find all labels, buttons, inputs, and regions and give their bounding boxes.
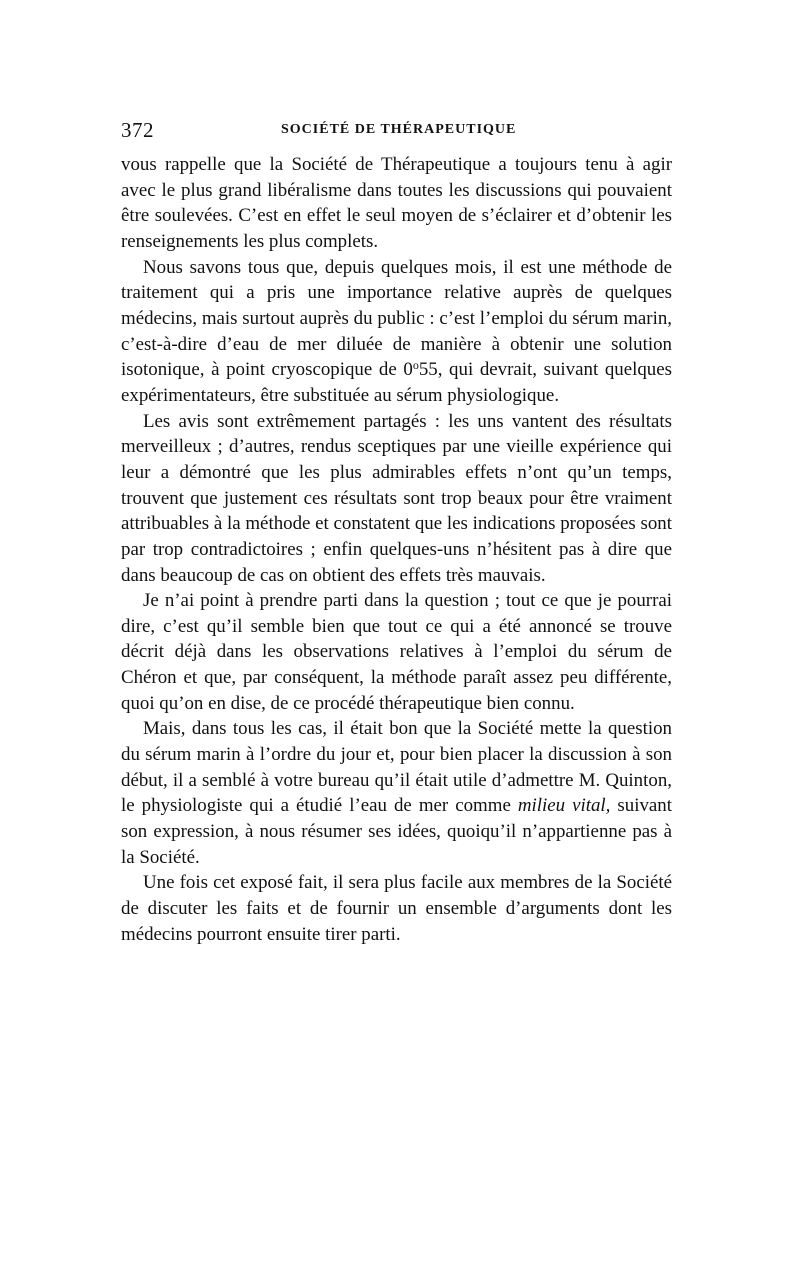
paragraph-text: Mais, dans tous les cas, il était bon que la Société mette la question du sérum marin à l’ordre du jour et, pour bien placer la discussion à son début, il a semblé à votre bureau qu’il était utile d’admettre M. Quinton, le physiologiste qui a étudié l’eau de mer comme [121, 718, 672, 817]
running-head [121, 118, 671, 144]
running-title: SOCIÉTÉ DE THÉRAPEUTIQUE [281, 122, 517, 137]
degree-superscript: o [412, 358, 419, 373]
paragraph-text: 55, qui devrait, suivant quelques expérimentateurs, être substituée au sérum physiologique. [121, 359, 672, 406]
paragraph-text: Nous savons tous que, depuis quelques mois, il est une méthode de traitement qui a pris une importance relative auprès de quelques médecins, mais surtout auprès du public : c’est l’emploi du sérum marin, c’est-à-dire d’eau de mer diluée de manière à obtenir une solution isotonique, à point cryoscopique de 0 [121, 256, 672, 381]
body-text [121, 152, 672, 947]
paragraph-conclusion: Une fois cet exposé fait, il sera plus facile aux membres de la Société de discuter les faits et de fournir un ensemble d’arguments dont les médecins pourront ensuite tirer parti. [121, 872, 672, 945]
page-number: 372 [121, 118, 154, 142]
paragraph-continued: vous rappelle que la Société de Thérapeutique a toujours tenu à agir avec le plus grand libéralisme dans toutes les discussions qui pouvaient être soulevées. C’est en effet le seul moyen de s’éclairer et d’obtenir les renseignements les plus complets. [121, 154, 672, 252]
paragraph-text: suivant son expression, à nous résumer ses idées, quoiqu’il n’appartienne pas à la Société. [121, 795, 673, 868]
paragraph-serum-marin [121, 255, 672, 409]
paragraph-quinton [121, 716, 672, 870]
paragraph-prendre-parti: Je n’ai point à prendre parti dans la question ; tout ce que je pourrai dire, c’est qu’il semble bien que tout ce qui a été annoncé se trouve décrit déjà dans les observations relatives à l’emploi du sérum de Chéron et que, par conséquent, la méthode paraît assez peu différente, quoi qu’on en dise, de ce procédé thérapeutique bien connu. [121, 590, 672, 714]
italic-phrase: milieu vital, [517, 795, 611, 817]
paragraph-avis-partages: Les avis sont extrêmement partagés : les uns vantent des résultats merveilleux ; d’autres, rendus sceptiques par une vieille expérience qui leur a démontré que les plus admirables effets n’ont qu’un temps, trouvent que justement ces résultats sont trop beaux pour être vraiment attribuables à la méthode et constatent que les indications proposées sont par trop contradictoires ; enfin quelques-uns n’hésitent pas à dire que dans beaucoup de cas on obtient des effets très mauvais. [121, 410, 672, 586]
